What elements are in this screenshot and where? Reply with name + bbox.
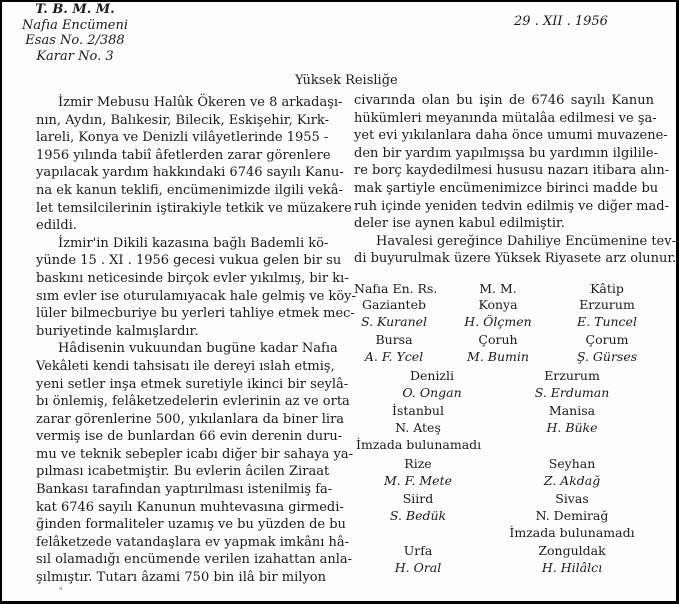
text-line: İzmir'in Dikili kazasına bağlı Bademli kö-	[58, 235, 329, 251]
text-line: lüler bilmecburiye bu yerleri tahliye etmek mec-	[36, 306, 355, 322]
signature-name: M. F. Mete	[383, 473, 453, 488]
text-line: yet evi yıkılanlara daha önce umumi muvazene-	[354, 128, 668, 144]
text-line: lareli, Konya ve Denizli vilâyetlerinde 1955 -	[36, 130, 329, 146]
text-line: den bir yardım yapılmışsa bu yardımın ilgilile-	[354, 145, 658, 161]
signature-place: Sivas	[555, 491, 589, 506]
left-column-text	[36, 94, 356, 587]
text-line: zarar görenlerine 500, yıkılanlara da biner lira	[36, 411, 345, 427]
text-line: let temsilcilerinin iştirakiyle tetkik ve müzakere	[36, 200, 352, 216]
text-line: Hâdisenin vukuundan bugüne kadar Nafıa	[58, 341, 338, 357]
header-file-number: Esas No. 2/388	[25, 33, 125, 48]
signature-place: Zonguldak	[538, 543, 606, 558]
header-org: T. B. M. M.	[35, 2, 115, 17]
signature-name: H. Ölçmen	[464, 314, 532, 329]
text-line: mu ve teknik sebepler icabı diğer bir sahaya ya-	[36, 446, 353, 462]
signature-name: Z. Akdağ	[543, 473, 601, 488]
header-block	[10, 2, 140, 64]
signature-name: H. Büke	[546, 420, 598, 435]
signature-place: Denizli	[409, 368, 455, 383]
text-line: felâketzede vatandaşlara ev yapmak imkânı hâ-	[36, 534, 350, 550]
signature-name: E. Tuncel	[577, 314, 637, 329]
signature-place: Çorum	[585, 332, 629, 347]
text-line: vermiş ise de bunlardan 66 evin derenin duru-	[36, 429, 343, 445]
text-line: buriyetinde kalmışlardır.	[36, 323, 199, 339]
text-line: di buyurulmak üzere Yüksek Riyasete arz olunur.	[354, 251, 677, 267]
signature-name: M. Bumin	[467, 349, 529, 364]
text-line: edildi.	[36, 218, 77, 234]
footnote-mark: ʺ	[59, 587, 63, 596]
signature-name: A. F. Ycel	[364, 349, 424, 364]
text-line: sım evler ise oturulamıyacak hale gelmiş ve köy-	[36, 288, 356, 304]
signature-place: Rize	[404, 456, 432, 471]
signature-place: Erzurum	[579, 297, 635, 312]
signature-name: N. Ateş	[395, 420, 441, 435]
text-line: pılması icabetmiştir. Bu evlerin âcilen Ziraat	[36, 464, 330, 480]
signature-name: Ş. Gürses	[576, 349, 638, 364]
signature-title: M. M.	[479, 281, 517, 296]
signature-name: H. Oral	[394, 560, 442, 575]
text-line: civarında olan bu işin de 6746 sayılı Kanun	[354, 93, 654, 108]
signature-name: S. Erduman	[534, 385, 610, 400]
text-line: bı önlemiş, felâketzedelerin evlerinin az ve orta	[36, 394, 350, 410]
document-page	[2, 2, 676, 601]
signature-name: O. Ongan	[402, 385, 462, 400]
text-line: Bankası tarafından yaptırılması istenilmiş fa-	[36, 482, 333, 498]
signature-place: Seyhan	[548, 456, 596, 471]
text-line: İzmir Mebusu Halûk Ökeren ve 8 arkadaşı-	[58, 95, 343, 110]
signature-place: Siird	[402, 491, 434, 506]
signature-place: Erzurum	[544, 368, 600, 383]
addressee-title: Yüksek Reisliğe	[295, 73, 398, 88]
text-line: ğinden formaliteler uzamış ve bu yüzden de bu	[36, 517, 346, 533]
signature-name: N. Demirağ	[535, 508, 609, 523]
text-line: kat 6746 sayılı Kanunun muhtevasına girmedi-	[36, 499, 344, 515]
text-line: ruh içinde yeniden tedvin edilmiş ve diğer mad-	[354, 198, 669, 214]
header-committee: Nafıa Encümeni	[21, 17, 129, 33]
document-date: 29 . XII . 1956	[514, 14, 608, 29]
text-line: yeni setler inşa etmek suretiyle ikinci bir seylâ-	[36, 376, 349, 392]
text-line: yapılacak yardım hakkındaki 6746 sayılı Kanu-	[36, 165, 344, 181]
text-line: sıl olamadığı encümende verilen izahattan anla-	[36, 552, 353, 568]
signature-place: Urfa	[403, 543, 433, 558]
signature-note: İmzada bulunamadı	[356, 437, 482, 452]
signature-name: S. Kuranel	[360, 314, 428, 329]
text-line: yünde 15 . XI . 1956 gecesi vukua gelen bir su	[36, 253, 342, 269]
signature-place: Gazianteb	[362, 297, 426, 312]
text-line: mak şartiyle encümenimizce birinci madde bu	[354, 180, 659, 196]
text-line: Vekâleti kendi tahsisatı ile dereyi ıslah etmiş,	[36, 358, 335, 374]
text-line: şılmıştır. Tutarı âzami 750 bin ilâ bir milyon	[36, 570, 326, 586]
text-line: deler ise aynen kabul edilmiştir.	[354, 216, 565, 232]
text-line: baskını neticesinde birçok evler yıkılmış, bir kı-	[36, 270, 349, 286]
text-line: re borç kaydedilmesi hususu nazarı itibara alın-	[354, 163, 670, 179]
signature-title: Nafıa En. Rs.	[354, 281, 438, 296]
text-line: hükümleri meyanında mütalâa edilmesi ve şa-	[354, 110, 657, 126]
text-line: na ek kanun teklifi, encümenimizde ilgili vekâ-	[36, 182, 343, 198]
signature-place: Manisa	[548, 403, 596, 418]
signature-place: Konya	[478, 297, 518, 312]
signature-place: İstanbul	[392, 403, 444, 418]
signature-note: İmzada bulunamadı	[509, 525, 635, 540]
signature-title: Kâtip	[590, 281, 624, 296]
right-column-text	[354, 92, 677, 268]
text-line: Havalesi gereğince Dahiliye Encümenine tev-	[376, 233, 676, 249]
signature-place: Çoruh	[478, 332, 518, 347]
signature-name: S. Bedük	[389, 508, 447, 523]
text-line: 1956 yılında tabiî âfetlerden zarar görenlere	[36, 147, 331, 163]
signature-name: H. Hilâlcı	[541, 560, 603, 575]
signature-place: Bursa	[375, 332, 413, 347]
header-decision-number: Karar No. 3	[36, 48, 114, 64]
text-line: nın, Aydın, Balıkesir, Bilecik, Eskişehir, Kırk-	[36, 112, 329, 128]
